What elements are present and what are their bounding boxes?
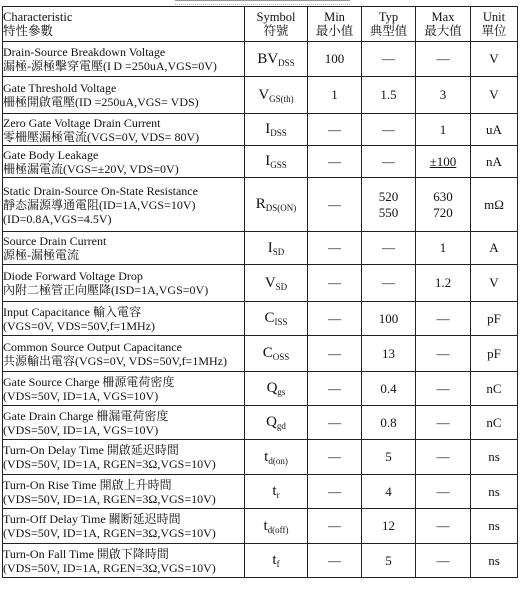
table-row [3,475,518,509]
max-value: — [416,509,471,544]
characteristic-zh: (VDS=50V, ID=1A, RGEN=3Ω,VGS=10V) [3,457,216,471]
header-symbol-en: Symbol [256,10,296,24]
symbol-cell [245,178,308,232]
typ-value [362,178,416,232]
table-row [3,544,518,578]
characteristic-zh: 柵極開啟電壓(ID =250uA,VGS= VDS) [3,95,199,109]
min-value: — [308,336,362,372]
min-value: — [308,302,362,336]
symbol-cell [245,372,308,406]
characteristic-cell [3,336,245,372]
min-value: — [308,178,362,232]
symbol-main: C [262,345,273,361]
max-value: 1 [416,114,471,146]
header-min-en: Min [324,10,345,24]
symbol-sub: GSS [270,160,287,170]
symbol-sub: f [276,559,280,569]
characteristic-en: Turn-On Delay Time 開啟延迟時間 [3,443,179,457]
characteristic-cell [3,232,245,265]
min-value: 1 [308,77,362,114]
symbol-sub: OSS [272,352,290,362]
symbol-main: t [264,448,269,465]
header-row [3,7,518,42]
header-characteristic-en: Characteristic [3,10,73,24]
typ-value: 1.5 [362,77,416,114]
symbol-cell [245,42,308,77]
characteristic-en: Gate Drain Charge 柵漏電荷密度 [3,408,169,423]
characteristic-zh: (VDS=50V, ID=1A, RGEN=3Ω,VGS=10V) [3,560,216,575]
min-value: — [308,544,362,578]
max-value: — [416,544,471,578]
table-row [3,77,518,114]
header-max-en: Max [431,10,455,24]
characteristic-cell [3,265,245,302]
characteristic-en: Turn-On Rise Time 開啟上升時間 [3,477,172,492]
typ-value-2: 550 [378,204,399,220]
symbol-main: I [267,239,273,256]
symbol-sub: SD [272,246,285,257]
typ-value: 100 [362,302,416,336]
symbol-main: R [255,196,266,212]
header-symbol-zh: 符號 [263,24,289,38]
symbol-main: I [265,121,271,137]
max-value: — [416,336,471,372]
symbol-main: t [263,517,268,534]
header-unit-en: Unit [482,10,506,24]
max-value: — [416,440,471,475]
characteristic-en: Gate Source Charge 柵源電荷密度 [3,374,175,389]
characteristic-zh: (VDS=50V, ID=1A, RGEN=3Ω,VGS=10V) [3,526,216,540]
max-value: — [416,475,471,509]
characteristic-zh: (VDS=50V, ID=1A, VGS=10V) [3,422,159,437]
typ-value: — [362,114,416,146]
max-value: — [416,42,471,77]
typ-value: 12 [362,509,416,544]
table-row [3,509,518,544]
table-row [3,265,518,302]
characteristic-en: Diode Forward Voltage Drop [3,269,143,283]
characteristic-zh: 柵極漏電流(VGS=±20V, VDS=0V) [3,161,179,176]
symbol-main: V [258,86,270,103]
min-value: — [308,232,362,265]
table-row [3,146,518,178]
unit-value: mΩ [471,178,518,232]
symbol-main: BV [257,50,279,67]
max-value: — [416,372,471,406]
header-characteristic [3,7,245,42]
symbol-sub: SD [275,281,288,292]
header-unit-zh: 單位 [481,24,507,38]
characteristic-zh: 共源輸出電容(VGS=0V, VDS=50V,f=1MHz) [3,353,227,368]
top-rule [175,0,350,5]
table-row [3,302,518,336]
max-value-2: 720 [433,204,453,220]
characteristic-cell [3,475,245,509]
unit-value: uA [471,114,518,146]
characteristic-cell [3,178,245,232]
characteristic-en: Turn-Off Delay Time 關断延迟時間 [3,512,181,526]
typ-value: — [362,265,416,302]
max-value: 3 [416,77,471,114]
symbol-sub: d(off) [267,524,289,535]
min-value: — [308,509,362,544]
characteristic-en: Source Drain Current [3,234,107,248]
characteristic-condition: (ID=0.8A,VGS=4.5V) [3,211,112,226]
symbol-cell [245,509,308,544]
unit-value: V [471,77,518,114]
table-row [3,440,518,475]
characteristic-cell [3,440,245,475]
unit-value: pF [471,302,518,336]
header-symbol [245,7,308,42]
symbol-cell [245,336,308,372]
header-unit [471,7,518,42]
characteristic-cell [3,77,245,114]
max-value: ±100 [416,146,471,178]
typ-value: 0.4 [362,372,416,406]
symbol-sub: DSS [278,57,295,68]
characteristic-zh: 靜态漏源導通電阻(ID=1A,VGS=10V) [3,197,196,212]
characteristic-cell [3,302,245,336]
header-typ [362,7,416,42]
table-row [3,42,518,77]
header-typ-en: Typ [378,10,399,24]
symbol-main: Q [266,414,277,430]
symbol-main: t [272,552,277,568]
table-row [3,178,518,232]
min-value: — [308,440,362,475]
table-row [3,232,518,265]
symbol-cell [245,440,308,475]
max-value: — [416,302,471,336]
table-row [3,336,518,372]
symbol-main: C [264,310,275,326]
unit-value: nA [471,146,518,178]
max-value-1: 630 [433,188,453,204]
unit-value: V [471,42,518,77]
characteristic-en: Zero Gate Voltage Drain Current [3,115,161,130]
typ-value: 13 [362,336,416,372]
symbol-cell [245,114,308,146]
table-row [3,372,518,406]
unit-value: V [471,265,518,302]
typ-value: 0.8 [362,406,416,440]
symbol-sub: GS(th) [269,93,294,104]
characteristic-zh: 漏極-源極擊穿電壓(I D =250uA,VGS=0V) [3,59,217,73]
symbol-sub: d(on) [268,455,288,466]
symbol-cell [245,544,308,578]
max-value: — [416,406,471,440]
characteristic-cell [3,406,245,440]
unit-value: ns [471,544,518,578]
characteristic-cell [3,42,245,77]
unit-value: ns [471,475,518,509]
symbol-sub: gs [277,387,286,397]
max-value [416,178,471,232]
unit-value: A [471,232,518,265]
min-value: — [308,372,362,406]
symbol-sub: gd [276,421,286,431]
symbol-cell [245,77,308,114]
symbol-main: V [264,274,276,291]
symbol-sub: DSS [270,128,287,138]
typ-value: 5 [362,544,416,578]
max-value: 1.2 [416,265,471,302]
characteristic-zh: 零柵壓漏極電流(VGS=0V, VDS= 80V) [3,129,200,144]
characteristic-zh: 內附二極管正向壓降(ISD=1A,VGS=0V) [3,283,209,297]
header-min-zh: 最小值 [315,24,354,38]
typ-value: 5 [362,440,416,475]
max-value: 1 [416,232,471,265]
unit-value: ns [471,509,518,544]
characteristic-zh: (VDS=50V, ID=1A, RGEN=3Ω,VGS=10V) [3,491,216,506]
symbol-main: I [265,153,271,169]
symbol-cell [245,406,308,440]
header-min [308,7,362,42]
table-row [3,406,518,440]
characteristic-en: Static Drain-Source On-State Resistance [3,183,198,198]
symbol-cell [245,232,308,265]
characteristic-cell [3,372,245,406]
characteristic-cell [3,509,245,544]
header-max [416,7,471,42]
symbol-cell [245,302,308,336]
characteristic-cell [3,114,245,146]
characteristic-en: Turn-On Fall Time 開啟下降時間 [3,546,169,561]
symbol-main: t [272,483,277,499]
symbol-sub: r [276,490,280,500]
min-value: — [308,114,362,146]
header-typ-zh: 典型值 [369,24,408,38]
typ-value: — [362,146,416,178]
table-row [3,114,518,146]
unit-value: nC [471,406,518,440]
characteristic-en: Gate Threshold Voltage [3,81,117,95]
symbol-cell [245,265,308,302]
characteristic-en: Drain-Source Breakdown Voltage [3,45,166,59]
min-value: — [308,265,362,302]
symbol-cell [245,475,308,509]
header-max-zh: 最大值 [424,24,462,38]
characteristic-zh: (VDS=50V, ID=1A, VGS=10V) [3,388,159,403]
spec-table [2,6,518,578]
unit-value: nC [471,372,518,406]
min-value: — [308,475,362,509]
characteristic-en: Common Source Output Capacitance [3,339,182,354]
min-value: — [308,146,362,178]
unit-value: ns [471,440,518,475]
characteristic-zh: (VGS=0V, VDS=50V,f=1MHz) [3,318,155,333]
characteristic-cell [3,146,245,178]
characteristic-zh: 源極-漏極電流 [3,248,79,262]
header-characteristic-zh: 特性參數 [3,24,54,38]
unit-value: pF [471,336,518,372]
characteristic-en: Gate Body Leakage [3,147,99,162]
typ-value: 4 [362,475,416,509]
symbol-sub: DS(ON) [265,203,297,213]
typ-value: — [362,232,416,265]
typ-value: — [362,42,416,77]
typ-value-1: 520 [378,188,399,204]
symbol-cell [245,146,308,178]
symbol-sub: ISS [274,317,288,327]
min-value: 100 [308,42,362,77]
symbol-main: Q [266,380,278,396]
characteristic-en: Input Capacitance 輸入電容 [3,304,141,319]
characteristic-cell [3,544,245,578]
min-value: — [308,406,362,440]
